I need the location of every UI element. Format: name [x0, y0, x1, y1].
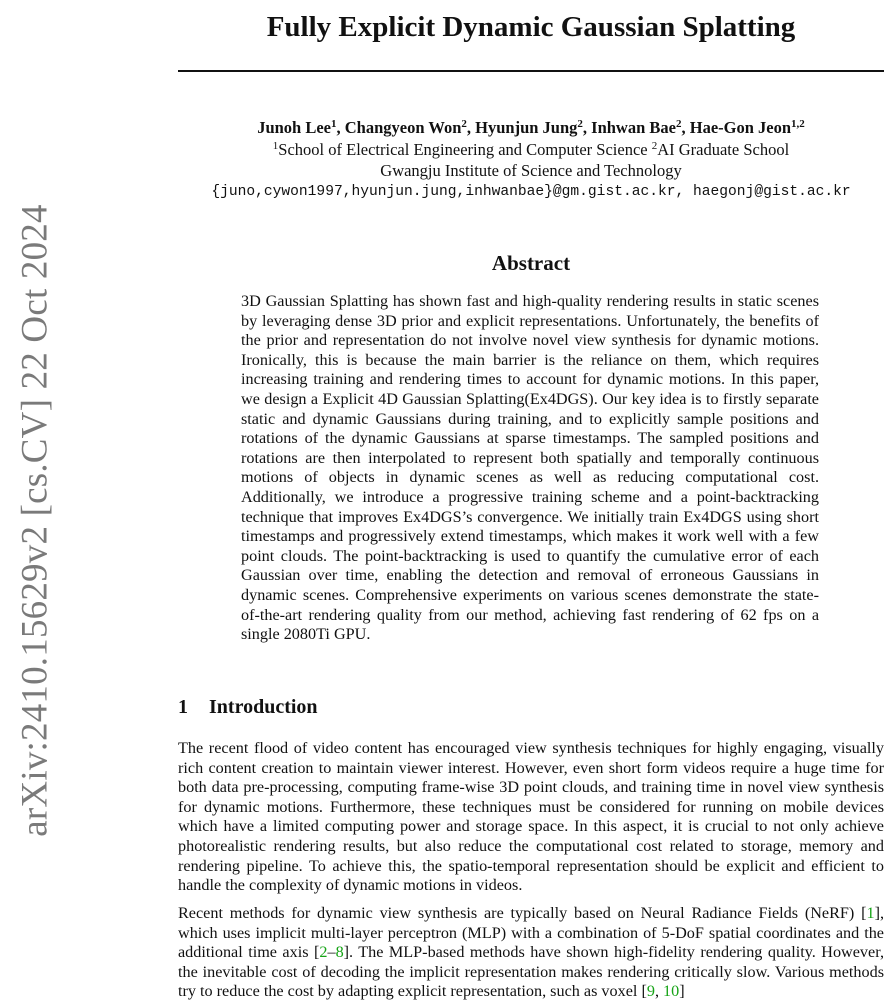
- affiliation-mark: 2: [651, 139, 658, 152]
- abstract-heading: Abstract: [491, 251, 571, 275]
- affiliation-mark: 1: [272, 139, 279, 152]
- section-title: Introduction: [209, 696, 318, 718]
- paragraph-text: ]: [679, 982, 685, 1001]
- section-heading: [178, 695, 318, 719]
- paragraph-text: ]. The MLP-based methods have shown high-fidelity rendering quality. However, the inevitable cost of decoding the implicit representation makes rendering critically slow. Various methods try to reduce the cost by adapting explicit representation, such as voxel [: [178, 943, 884, 1001]
- author-name: Hae-Gon Jeon: [689, 118, 792, 137]
- citation-link[interactable]: 9: [646, 982, 655, 1001]
- abstract-text: 3D Gaussian Splatting has shown fast and high-quality rendering results in static scenes by leveraging dense 3D prior and explicit representations. Unfortunately, the benefits of the prior and representation do not involve novel view synthesis for dynamic motions. Ironically, this is because the main barrier is the reliance on them, which requires increasing training and rendering times to account for dynamic motions. In this paper, we design a Explicit 4D Gaussian Splatting(Ex4DGS). Our key idea is to firstly separate static and dynamic Gaussians during training, and to explicitly sample positions and rotations of the dynamic Gaussians at sparse timestamps. The sampled positions and rotations are then interpolated to represent both spatially and temporally continuous motions of objects in dynamic scenes as well as reducing computational cost. Additionally, we introduce a progressive training scheme and a point-backtracking technique that improves Ex4DGS’s convergence. We initially train Ex4DGS using short timestamps and progressively extend timestamps, which makes it work well with a few point clouds. The point-backtracking is used to quantify the cumulative error of each Gaussian over time, enabling the detection and removal of erroneous Gaussians in dynamic scenes. Comprehensive experiments on various scenes demonstrate the state-of-the-art rendering quality from our method, achieving fast rendering of 62 fps on a single 2080Ti GPU.: [241, 292, 819, 644]
- citation-link[interactable]: 2: [319, 943, 328, 962]
- institution: Gwangju Institute of Science and Technology: [380, 161, 682, 180]
- author-name: Hyunjun Jung: [475, 118, 578, 137]
- affiliation-2: AI Graduate School: [657, 139, 790, 159]
- author-name: Inhwan Bae: [591, 118, 676, 137]
- author-emails: {juno,cywon1997,hyunjun.jung,inhwanbae}@gm.gist.ac.kr, haegonj@gist.ac.kr: [211, 183, 851, 200]
- citation-link[interactable]: 8: [335, 943, 344, 962]
- citation-link[interactable]: 1: [866, 904, 875, 922]
- author-block: [178, 117, 884, 203]
- section-number: 1: [178, 696, 188, 718]
- paragraph-text: Recent methods for dynamic view synthesis are typically based on Neural Radiance Fields (NeRF) [: [178, 904, 867, 922]
- affiliations: [178, 139, 884, 161]
- citation-link[interactable]: 10: [663, 982, 680, 1001]
- arxiv-identifier: [3, 170, 67, 870]
- title-rule: [178, 70, 884, 72]
- paragraph-text: –: [327, 943, 336, 962]
- arxiv-identifier-text: arXiv:2410.15629v2 [cs.CV] 22 Oct 2024: [14, 203, 56, 837]
- affiliation-mark: 1: [331, 118, 337, 130]
- affiliation-mark: 2: [675, 118, 682, 130]
- affiliation-1: School of Electrical Engineering and Computer Science: [278, 139, 648, 159]
- affiliation-mark: 2: [577, 118, 583, 130]
- paragraph-text: ,: [654, 982, 664, 1001]
- paper-title: Fully Explicit Dynamic Gaussian Splatting: [266, 11, 796, 43]
- author-name: Changyeon Won: [344, 118, 462, 137]
- author-name: Junoh Lee: [257, 118, 332, 137]
- intro-paragraph-1: The recent flood of video content has encouraged view synthesis techniques for highly engaging, visually rich content creation to maintain viewer interest. However, even short form videos require a huge time for both data pre-processing, computing frame-wise 3D point clouds, and training time in novel view synthesis for dynamic motions. Furthermore, these techniques must be considered for running on mobile devices which have a limited computing power and storage space. In this aspect, it is crucial to not only achieve photorealistic rendering results, but also reduce the computational cost related to storage, memory and rendering pipeline. To achieve this, the spatio-temporal representation should be explicit and efficient to handle the complexity of dynamic motions in videos.: [178, 739, 884, 895]
- paragraph-text: ], which uses implicit multi-layer perceptron (MLP) with a combination of 5-DoF spatial coordinates and the additional time axis [: [178, 904, 884, 962]
- author-names: Junoh Lee$^1$, Changyeon Won$^2$, Hyunjun Jung$^2$, Inhwan Bae$^2$, Hae-Gon Jeon$^{1,2}$: [257, 118, 805, 137]
- affiliation-mark: 1,2: [791, 118, 805, 130]
- affiliation-mark: 2: [461, 118, 467, 130]
- intro-paragraph-2: [178, 904, 884, 1002]
